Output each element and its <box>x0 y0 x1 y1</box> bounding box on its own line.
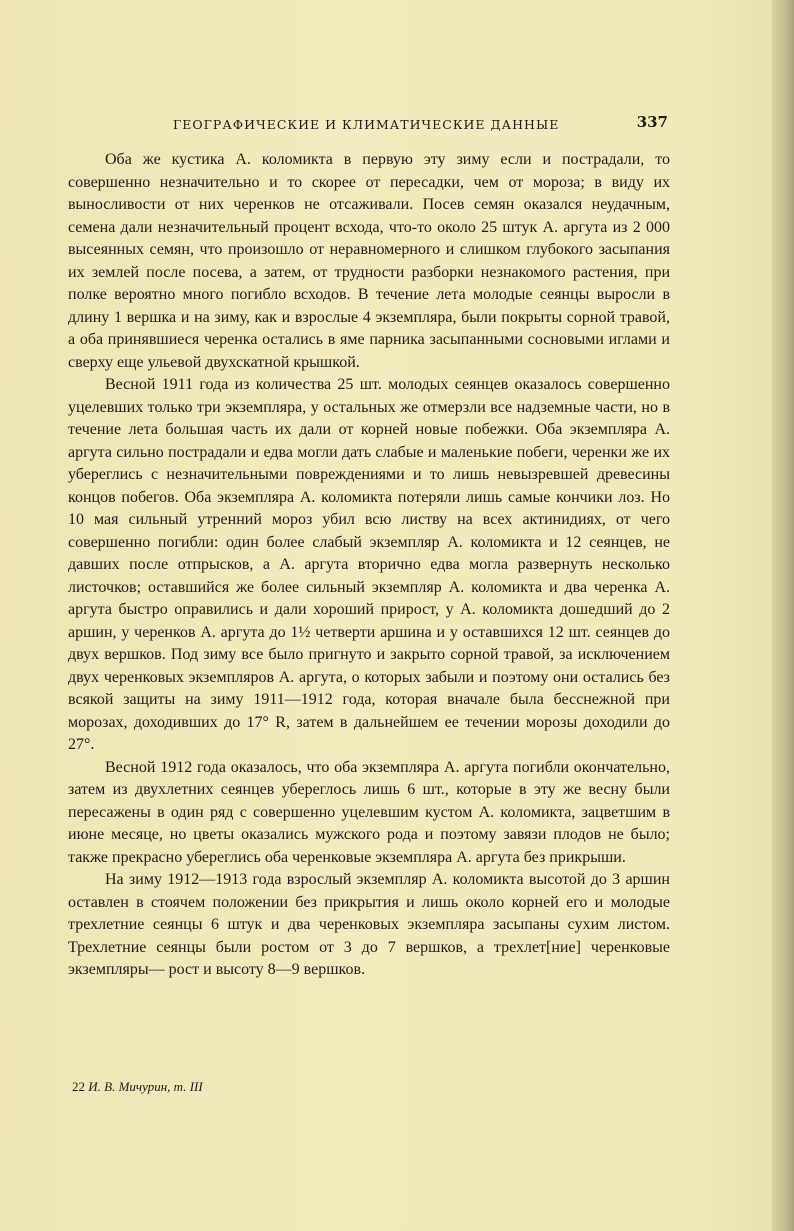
page-header <box>68 113 672 135</box>
signature-text: И. В. Мичурин, т. III <box>88 1079 203 1094</box>
paragraph: Оба же кустика А. коломикта в первую эту зиму если и пострадали, то совершенно незначительно и то скорее от пересадки, чем от мороза; в виду их выносливости от них черенков не отсаживали. Посев семян оказался неудачным, семена дали незначительный процент всхода, что-то около 25 штук А. аргута из 2 000 высеянных семян, что произошло от неравномерного и слишком глубокого засыпания их землей после посева, а затем, от трудности разборки незнакомого растения, при полке вероятно много погибло всходов. В течение лета молодые сеянцы выросли в длину 1 вершка и на зиму, как и взрослые 4 экземпляра, были покрыты сорной травой, а оба принявшиеся черенка остались в яме парника засыпанными сосновыми иглами и сверху еще ульевой двухскатной крышкой. <box>68 151 670 371</box>
page-edge <box>772 0 794 1231</box>
paragraph: Весной 1912 года оказалось, что оба экземпляра А. аргута погибли окончательно, затем из двухлетних сеянцев уберeглось лишь 6 шт., которые в эту же весну были пересажены в один ряд с совершенно уцелевшим кустом А. коломикта, зацветшим в июне месяце, но цветы оказались мужского рода и поэтому завязи плодов не было; также прекрасно уберeглись оба черенковые экземпляра А. аргута без прикрыши. <box>68 758 670 866</box>
signature-footer <box>72 1079 203 1095</box>
body-text <box>68 149 670 982</box>
signature-number: 22 <box>72 1079 85 1094</box>
running-head: ГЕОГРАФИЧЕСКИЕ И КЛИМАТИЧЕСКИЕ ДАННЫЕ <box>173 117 560 132</box>
paragraph: Весной 1911 года из количества 25 шт. молодых сеянцев оказалось совершенно уцелевших только три экземпляра, у остальных же отмерзли все надземные части, но в течение лета большая часть их дали от корней новые побежки. Оба экземпляра А. аргута сильно пострадали и едва могли дать слабые и маленькие побеги, черенки же их уберeглись с незначительными повреждениями и то лишь невызревшей древесины концов побегов. Оба экземпляра А. коломикта потеряли лишь самые кончики лоз. Но 10 мая сильный утренний мороз убил всю листву на всех актинидиях, от чего совершенно погибли: один более слабый экземпляр А. коломикта и 12 сеянцев, не давших после отпрысков, а А. аргута вторично едва могла развернуть несколько листочков; оставшийся же более сильный экземпляр А. коломикта и два черенка А. аргута быстро оправились и дали хороший прирост, у А. коломикта дошедший до 2 аршин, у черенков А. аргута до 1½ четверти аршина и у оставшихся 12 шт. сеянцев до двух вершков. Под зиму все было пригнуто и закрыто сорной травой, за исключением двух черенковых экземпляров А. аргута, о которых забыли и поэтому они остались без всякой защиты на зиму 1911—1912 года, которая вначале была бесснежной при морозах, доходивших до 17° R, затем в дальнейшем ее течении морозы доходили до 27°. <box>68 376 670 753</box>
paragraph: На зиму 1912—1913 года взрослый экземпляр А. коломикта высотой до 3 аршин оставлен в стоячем положении без прикрытия и лишь около корней его и молодые трехлетние сеянцы 6 штук и два черенковых экземпляра засыпаны сухим листом. Трехлетние сеянцы были ростом от 3 до 7 вершков, а трехлет[ние] черенковые экземпляры— рост и высоту 8—9 вершков. <box>68 871 670 978</box>
page-number: 337 <box>636 113 668 131</box>
